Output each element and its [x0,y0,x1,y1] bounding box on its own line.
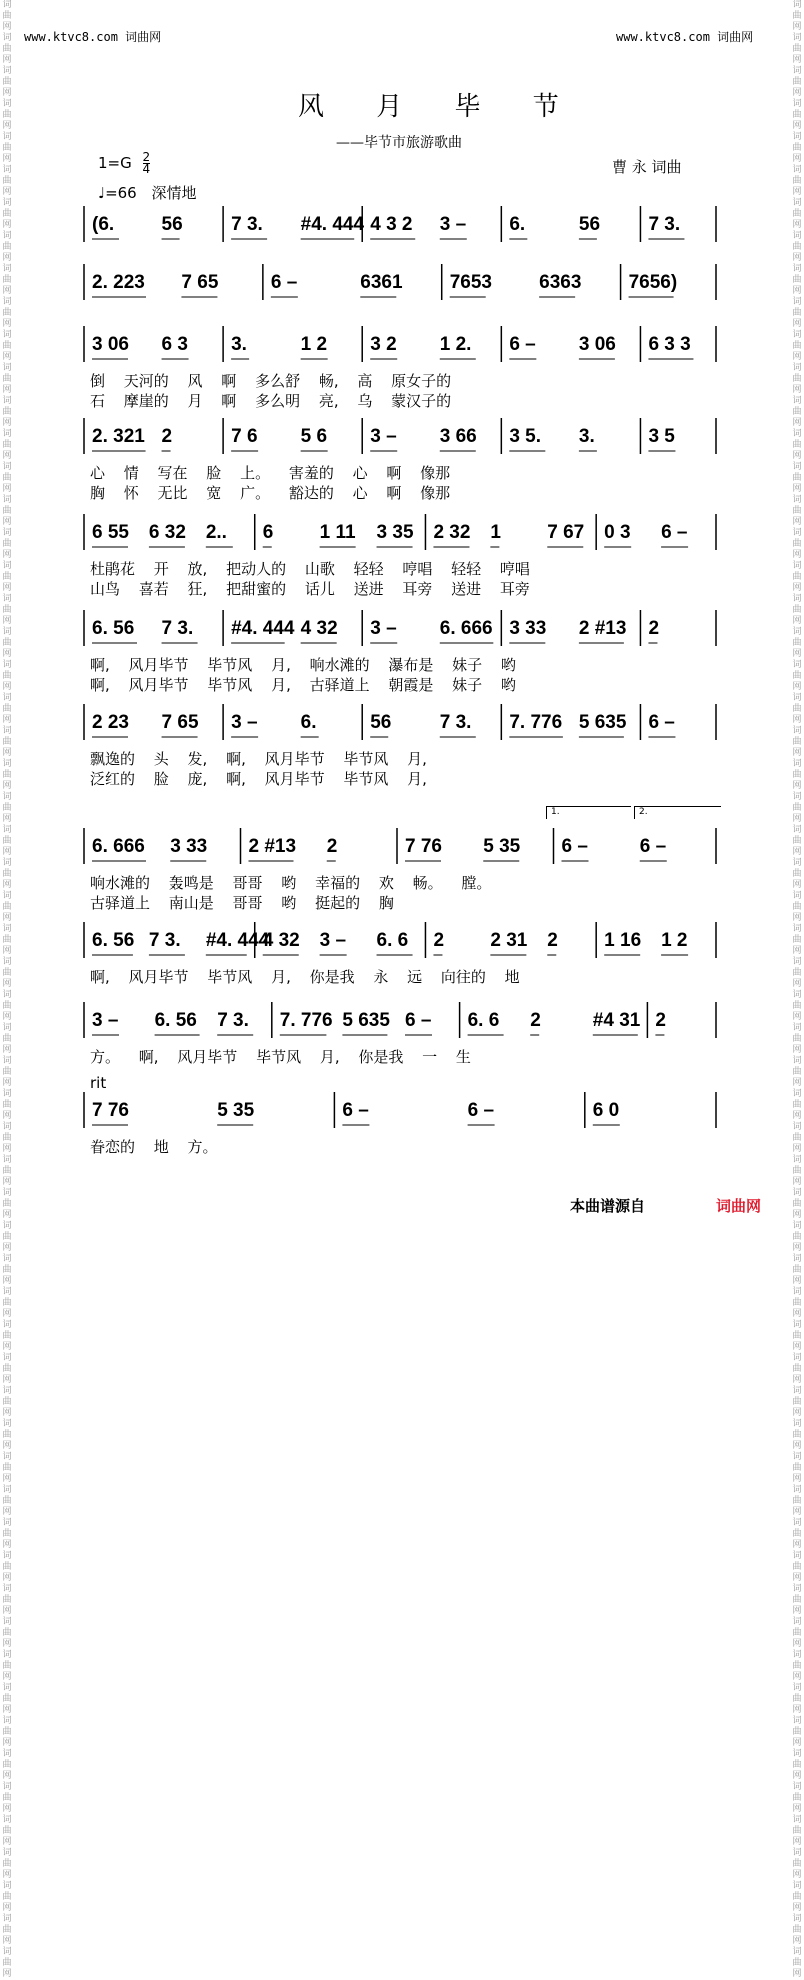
lyric-line: 啊, 风月毕节 毕节风 月, 古驿道上 朝霞是 妹子 哟 [90,676,516,694]
note-group: 7656) [628,272,678,293]
lyric-line: 响水滩的 轰鸣是 哥哥 哟 幸福的 欢 畅。 膛。 [90,874,492,892]
note-group: 7 3. [148,930,181,951]
note-group: 2. 223 [92,272,145,293]
note-group: 3 5. [509,426,542,447]
time-sig-bottom: 4 [142,162,151,176]
note-group: 5 6 [300,426,328,447]
note-group: 56 [161,214,183,235]
note-group: #4. 444 [300,214,365,235]
note-group: 3 – [319,930,347,951]
volta-bracket: 1. [546,806,631,819]
lyric-line: 石 摩崖的 月 啊 多么明 亮, 乌 蒙汉子的 [90,392,452,410]
lyric-line: 杜鹃花 开 放, 把动人的 山歌 轻轻 哼唱 轻轻 哼唱 [90,560,530,578]
lyric-line: 啊, 风月毕节 毕节风 月, 你是我 永 远 向往的 地 [90,968,520,986]
note-group: 6 0 [592,1100,620,1121]
note-group: 2 [648,618,660,639]
note-group: 56 [370,712,392,733]
lyric-line: 心 情 写在 脸 上。 害羞的 心 啊 像那 [90,464,451,482]
note-group: 2 #13 [248,836,297,857]
note-group: 6 55 [92,522,129,543]
note-group: 3 – [370,618,397,639]
note-group: 6 – [509,334,536,355]
note-group: 3 – [231,712,258,733]
note-group: 6 – [405,1010,432,1031]
note-group: 7 67 [547,522,585,543]
note-group: (6. [92,214,115,235]
site-brand: 词曲网 [717,30,754,44]
note-group: 3 33 [509,618,547,639]
note-group: 5 635 [578,712,627,733]
note-group: #4 31 [592,1010,641,1031]
note-group: 6 3 [161,334,188,355]
note-group: 1 2 [661,930,688,951]
note-group: 7 3. [439,712,472,733]
song-title: 风 月 毕 节 [298,92,581,122]
note-group: 3. [578,426,595,447]
expression-mark: 深情地 [151,184,197,202]
note-group: 6. 56 [92,618,135,639]
note-group: 6. 56 [154,1010,197,1031]
key-label: 1=G [98,154,132,172]
note-group: 7 65 [161,712,199,733]
lyric-line: 倒 天河的 风 啊 多么舒 畅, 高 原女子的 [90,372,452,390]
lyric-line: 方。 啊, 风月毕节 毕节风 月, 你是我 一 生 [90,1048,471,1066]
lyric-line: 古驿道上 南山是 哥哥 哟 挺起的 胸 [90,894,394,912]
lyric-line: 胸 怀 无比 宽 广。 豁达的 心 啊 像那 [90,484,451,502]
note-group: 2 [655,1010,666,1031]
note-group: 4 32 [262,930,300,951]
note-group: 1 [490,522,501,543]
note-group: #4. 444 [205,930,270,951]
note-group: 3 – [370,426,397,447]
note-group: 6. 666 [92,836,145,857]
note-group: 6 – [342,1100,369,1121]
note-group: 6. 666 [439,618,493,639]
note-group: 3. [231,334,247,355]
site-url: www.ktvc8.com [24,30,118,44]
lyric-line: 眷恋的 地 方。 [90,1138,218,1156]
note-group: 3 66 [439,426,477,447]
note-group: 1 2 [300,334,328,355]
time-sig-top: 2 [142,150,151,164]
note-group: 6. 6 [376,930,409,951]
note-group: 6 – [639,836,667,857]
lyric-line: 山鸟 喜若 狂, 把甜蜜的 话儿 送进 耳旁 送进 耳旁 [90,580,530,598]
song-subtitle: ——毕节市旅游歌曲 [336,135,462,151]
note-group: 5 35 [483,836,521,857]
note-group: 3 33 [170,836,208,857]
note-group: 6 – [467,1100,495,1121]
note-group: 6 – [561,836,588,857]
note-group: 2 #13 [578,618,627,639]
note-group: 7. 776 [509,712,563,733]
note-group: 5 635 [342,1010,390,1031]
note-group: 3 – [439,214,467,235]
note-group: 6 – [661,522,688,543]
note-group: 2 [161,426,173,447]
right-edge-watermark: 词曲网词曲网词曲网词曲网词曲网词曲网词曲网词曲网词曲网词曲网词曲网词曲网词曲网词曲网词曲网词曲网词曲网词曲网词曲网词曲网词曲网词曲网词曲网词曲网词曲网词曲网词曲网词曲网词曲网词曲网词曲网词曲网词曲网词曲网词曲网词曲网词曲网词曲网词曲网词曲网词曲网词曲网词曲网词曲网词曲网词曲网词曲网词曲网词曲网词曲网词曲网词曲网词曲网词曲网词曲网词曲网词曲网词曲网词曲网词曲网 [792,0,802,1979]
note-group: 6 [262,522,274,543]
source-label: 本曲谱源自 [570,1197,646,1215]
note-group: 56 [578,214,601,235]
note-group: 2. 321 [92,426,145,447]
note-group: 3 – [92,1010,119,1031]
note-group: 6. 56 [92,930,135,951]
note-group: 7 6 [231,426,258,447]
note-group: 2 32 [433,522,471,543]
note-group: 7 76 [405,836,442,857]
note-group: 7653 [449,272,492,293]
lyric-line: 飘逸的 头 发, 啊, 风月毕节 毕节风 月, [90,750,427,768]
note-group: 2 [547,930,558,951]
tempo-mark: ♩=66 [98,184,137,202]
source-brand: 词曲网 [716,1197,762,1215]
credits: 曹 永 词曲 [612,158,682,176]
note-group: 2 23 [92,712,129,733]
note-group: 7 3. [161,618,194,639]
note-group: 5 35 [217,1100,255,1121]
note-group: 6. 6 [467,1010,500,1031]
note-group: 7. 776 [279,1010,333,1031]
note-group: 6 – [270,272,298,293]
site-brand: 词曲网 [125,30,162,44]
rit-marking: rit [90,1074,107,1092]
note-group: 7 65 [181,272,219,293]
site-url: www.ktvc8.com [616,30,710,44]
note-group: 4 3 2 [370,214,413,235]
note-group: 1 16 [604,930,642,951]
note-group: 2.. [205,522,227,543]
note-group: 7 3. [648,214,681,235]
note-group: 2 [326,836,338,857]
note-group: 6361 [360,272,403,293]
note-group: 7 3. [231,214,263,235]
note-group: 7 3. [217,1010,249,1031]
note-group: 6 – [648,712,675,733]
note-group: 3 5 [648,426,675,447]
note-group: 3 06 [92,334,129,355]
note-group: 6. [509,214,526,235]
note-group: 4 32 [300,618,338,639]
note-group: 1 2. [439,334,472,355]
note-group: 6 3 3 [648,334,691,355]
note-group: 2 [530,1010,541,1031]
note-group: 0 3 [604,522,631,543]
note-group: 3 35 [376,522,414,543]
note-group: 2 31 [490,930,528,951]
note-group: 6 32 [148,522,186,543]
note-group: 1 11 [319,522,356,543]
note-group: 3 06 [578,334,616,355]
note-group: 6363 [539,272,582,293]
left-edge-watermark: 词曲网词曲网词曲网词曲网词曲网词曲网词曲网词曲网词曲网词曲网词曲网词曲网词曲网词曲网词曲网词曲网词曲网词曲网词曲网词曲网词曲网词曲网词曲网词曲网词曲网词曲网词曲网词曲网词曲网词曲网词曲网词曲网词曲网词曲网词曲网词曲网词曲网词曲网词曲网词曲网词曲网词曲网词曲网词曲网词曲网词曲网词曲网词曲网词曲网词曲网词曲网词曲网词曲网词曲网词曲网词曲网词曲网词曲网词曲网词曲网 [2,0,12,1979]
note-group: #4. 444 [231,618,295,639]
lyric-line: 泛红的 脸 庞, 啊, 风月毕节 毕节风 月, [90,770,427,788]
lyric-line: 啊, 风月毕节 毕节风 月, 响水滩的 瀑布是 妹子 哟 [90,656,516,674]
volta-bracket: 2. [634,806,721,819]
note-group: 6. [300,712,317,733]
note-group: 2 [433,930,445,951]
note-group: 7 76 [92,1100,129,1121]
note-group: 3 2 [370,334,397,355]
